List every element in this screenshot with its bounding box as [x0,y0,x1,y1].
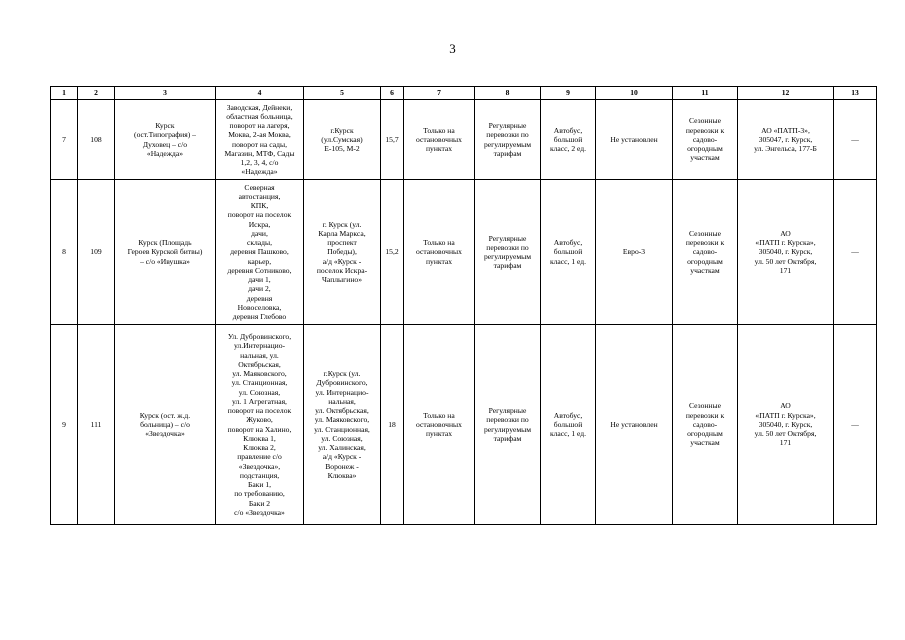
cell-line: Воронеж - [325,461,359,471]
streets-roads-cell [304,325,381,525]
cell-line: садово- [692,134,718,144]
cell-line: а/д «Курск - [322,452,362,462]
header-cell-13: 13 [834,87,877,100]
cell-line: Баки 2 [248,498,271,508]
cell-line: областная больница, [226,111,293,121]
cell-line: пунктах [425,144,453,154]
cell-line: поворот на сады, [232,139,287,149]
cell-line: поворот на поселок [227,210,292,220]
cell-line: садово- [692,247,718,257]
cell-line: поворот на лагеря, [229,121,290,130]
cell-line: ул. 1 Агрегатная, [232,396,287,406]
cell-line: правление с/о [237,452,282,462]
cell-line: поселок Искра- [316,265,368,275]
cell-line: участкам [690,438,720,448]
cell-line: карьер, [247,256,272,266]
cell-line: класс, 1 ед. [549,429,587,439]
stop-procedure-cell [404,100,475,180]
cell-line: регулируемым [483,139,532,149]
cell-line: «Надежда» [241,167,278,177]
cell-line: Северная [244,182,275,192]
carrier-cell [738,180,834,325]
cell-line: Духовец – с/о [142,139,188,149]
cell-line: дачи 2, [248,284,271,294]
intermediate-stops-cell [216,325,304,525]
intermediate-stops-cell [216,100,304,180]
cell-line: Клюква 1, [243,433,276,443]
transport-type-cell [475,325,541,525]
cell-line: ул. Станционная, [231,378,288,388]
cell-line: Жуково, [246,415,273,425]
cell-line: Баки 1, [247,480,272,489]
cell-line: г.Курск (ул. [323,369,361,378]
route-name-cell [115,100,216,180]
cell-line: перевозки по [486,130,529,140]
header-cell-12: 12 [738,87,834,100]
routes-table [50,86,877,525]
table-row [51,325,877,525]
cell-line: подстанция, [239,470,280,480]
cell-line: АО [780,401,791,411]
cell-line: ул. Станционная, [314,424,370,434]
cell-line: ул. Маяковского, [314,415,370,425]
cell-line: Сезонные [689,116,721,126]
cell-line: АО «ПАТП-3», [761,125,810,135]
header-cell-5: 5 [304,87,381,100]
cell-line: больница) – с/о [140,419,190,429]
row-number-cell: 9 [51,325,78,525]
cell-line: ул. Союзная, [238,387,281,397]
cell-line: Клюква» [327,470,357,480]
streets-roads-cell [304,100,381,180]
cell-line: пунктах [425,429,453,439]
cell-line: ул. Интернацио- [315,387,369,397]
cell-line: ул. Маяковского, [232,369,287,378]
stop-procedure-cell [404,325,475,525]
cell-line: «Звездочка», [238,461,281,471]
cell-line: (ул.Сумская) [321,134,363,144]
cell-line: «ПАТП г. Курска», [755,238,816,248]
cell-line: Автобус, [553,410,583,420]
cell-line: остановочных [416,247,462,257]
cell-line: Моква, 2-ая Моква, [228,130,291,140]
page-number: 3 [449,41,456,56]
cell-line: КПК, [250,201,269,211]
cell-line: участкам [690,265,720,275]
cell-line: садово- [692,419,718,429]
cell-line: перевозки к [685,125,725,135]
cell-line: перевозки по [486,415,529,425]
cell-line: 305047, г. Курск, [758,134,813,144]
route-number-cell: 109 [78,180,115,325]
cell-line: нальная, [328,396,356,406]
cell-line: ул. Октябрьская, [315,406,369,415]
cell-line: Регулярные [488,121,527,130]
cell-line: Курск (ост. ж.д. [139,410,191,420]
header-cell-10: 10 [596,87,673,100]
route-length-km-cell: 15,2 [381,180,404,325]
cell-line: ул. 50 лет Октября, [754,256,817,266]
header-cell-3: 3 [115,87,216,100]
table-row [51,100,877,180]
cell-line: большой [553,419,583,429]
cell-line: «ПАТП г. Курска», [755,410,816,420]
additional-info-cell: — [834,180,877,325]
header-cell-4: 4 [216,87,304,100]
cell-line: огородным [687,429,723,439]
cell-line: «Надежда» [146,148,184,158]
cell-line: большой [553,247,583,257]
cell-line: Магазин, МТФ, Сады [224,148,295,158]
cell-line: Автобус, [553,238,583,248]
cell-line: поворот на Халино, [227,424,292,434]
cell-line: г. Курск (ул. [322,219,362,229]
cell-line: Только на [423,238,455,248]
cell-line: Новоселовка, [237,302,282,312]
cell-line: Регулярные [488,406,527,415]
cell-line: тарифам [493,148,522,158]
cell-line: остановочных [416,419,462,429]
cell-line: регулируемым [483,424,532,434]
streets-roads-cell [304,180,381,325]
cell-line: Героев Курской битвы) [127,247,203,257]
cell-line: 1,2, 3, 4, с/о [240,158,279,167]
cell-line: Клюква 2, [243,443,276,452]
header-cell-8: 8 [475,87,541,100]
cell-line: по требованию, [234,489,285,499]
header-cell-9: 9 [541,87,596,100]
cell-line: перевозки к [685,410,725,420]
cell-line: Регулярные [488,233,527,243]
vehicle-class-count-cell [541,325,596,525]
cell-line: Дубровинского, [316,378,368,388]
route-name-cell [115,180,216,325]
header-cell-11: 11 [673,87,738,100]
route-length-km-cell: 18 [381,325,404,525]
cell-line: деревня [246,293,273,303]
cell-line: а/д «Курск - [322,256,362,266]
cell-line: проспект [327,238,357,248]
cell-line: огородным [687,256,723,266]
cell-line: Сезонные [689,401,721,411]
cell-line: Е-105, М-2 [324,144,360,154]
header-cell-7: 7 [404,87,475,100]
table-row [51,180,877,325]
cell-line: Искра, [248,219,271,229]
environmental-class-cell: Не установлен [596,100,673,180]
cell-line: Автобус, [553,125,583,135]
route-length-km-cell: 15,7 [381,100,404,180]
route-name-cell [115,325,216,525]
cell-line: регулируемым [483,252,532,261]
cell-line: АО [780,228,791,238]
cell-line: с/о «Звездочка» [234,507,285,517]
route-number-cell: 111 [78,325,115,525]
route-number-cell: 108 [78,100,115,180]
environmental-class-cell: Евро-3 [596,180,673,325]
cell-line: автостанция, [238,191,281,201]
cell-line: деревня Сотниково, [227,265,292,275]
cell-line: Только на [423,125,455,135]
cell-line: пунктах [425,256,453,266]
cell-line: Чаплыгино» [322,275,362,285]
vehicle-class-count-cell [541,180,596,325]
cell-line: остановочных [416,134,462,144]
cell-line: «Звездочка» [145,429,185,439]
cell-line: тарифам [493,433,522,443]
cell-line: – с/о «Ивушка» [140,256,190,266]
route-notes-cell [673,100,738,180]
cell-line: деревня Пашково, [230,247,289,257]
route-notes-cell [673,180,738,325]
cell-line: класс, 1 ед. [549,256,587,266]
cell-line: ул. Халинская, [318,443,366,452]
cell-line: ул. Союзная, [321,433,363,443]
cell-line: Сезонные [689,228,721,238]
vehicle-class-count-cell [541,100,596,180]
cell-line: Курск [155,121,175,130]
carrier-cell [738,325,834,525]
cell-line: деревня Глебово [232,312,287,322]
row-number-cell: 7 [51,100,78,180]
cell-line: Ул. Дубровинского, [227,332,292,341]
route-notes-cell [673,325,738,525]
cell-line: огородным [687,144,723,154]
header-row [51,87,877,100]
cell-line: 171 [779,265,792,275]
transport-type-cell [475,100,541,180]
carrier-cell [738,100,834,180]
header-cell-2: 2 [78,87,115,100]
cell-line: дачи, [251,228,268,238]
cell-line: большой [553,134,583,144]
cell-line: Победы), [327,247,357,257]
cell-line: (ост.Типография) – [134,130,196,140]
cell-line: Октябрьская, [238,359,281,369]
intermediate-stops-cell [216,180,304,325]
additional-info-cell: — [834,325,877,525]
cell-line: перевозки к [685,238,725,248]
cell-line: тарифам [493,261,522,271]
row-number-cell: 8 [51,180,78,325]
header-cell-1: 1 [51,87,78,100]
cell-line: перевозки по [486,242,529,252]
cell-line: 171 [779,438,792,448]
cell-line: дачи 1, [248,275,271,285]
cell-line: ул. Энгельса, 177-Б [754,144,817,154]
cell-line: ул. 50 лет Октября, [754,429,817,439]
cell-line: 305040, г. Курск, [758,247,813,257]
cell-line: нальная, ул. [240,350,279,360]
transport-type-cell [475,180,541,325]
cell-line: поворот на поселок [227,406,292,415]
cell-line: участкам [690,153,720,163]
cell-line: 305040, г. Курск, [758,419,813,429]
stop-procedure-cell [404,180,475,325]
environmental-class-cell: Не установлен [596,325,673,525]
cell-line: Заводская, Дейнеки, [226,102,293,112]
cell-line: г.Курск [330,125,354,135]
cell-line: ул.Интернацио- [233,341,286,351]
cell-line: Карла Маркса, [318,228,366,238]
cell-line: класс, 2 ед. [549,144,587,154]
cell-line: Только на [423,410,455,420]
header-cell-6: 6 [381,87,404,100]
cell-line: Курск (Площадь [138,238,192,248]
additional-info-cell: — [834,100,877,180]
cell-line: склады, [246,238,273,248]
